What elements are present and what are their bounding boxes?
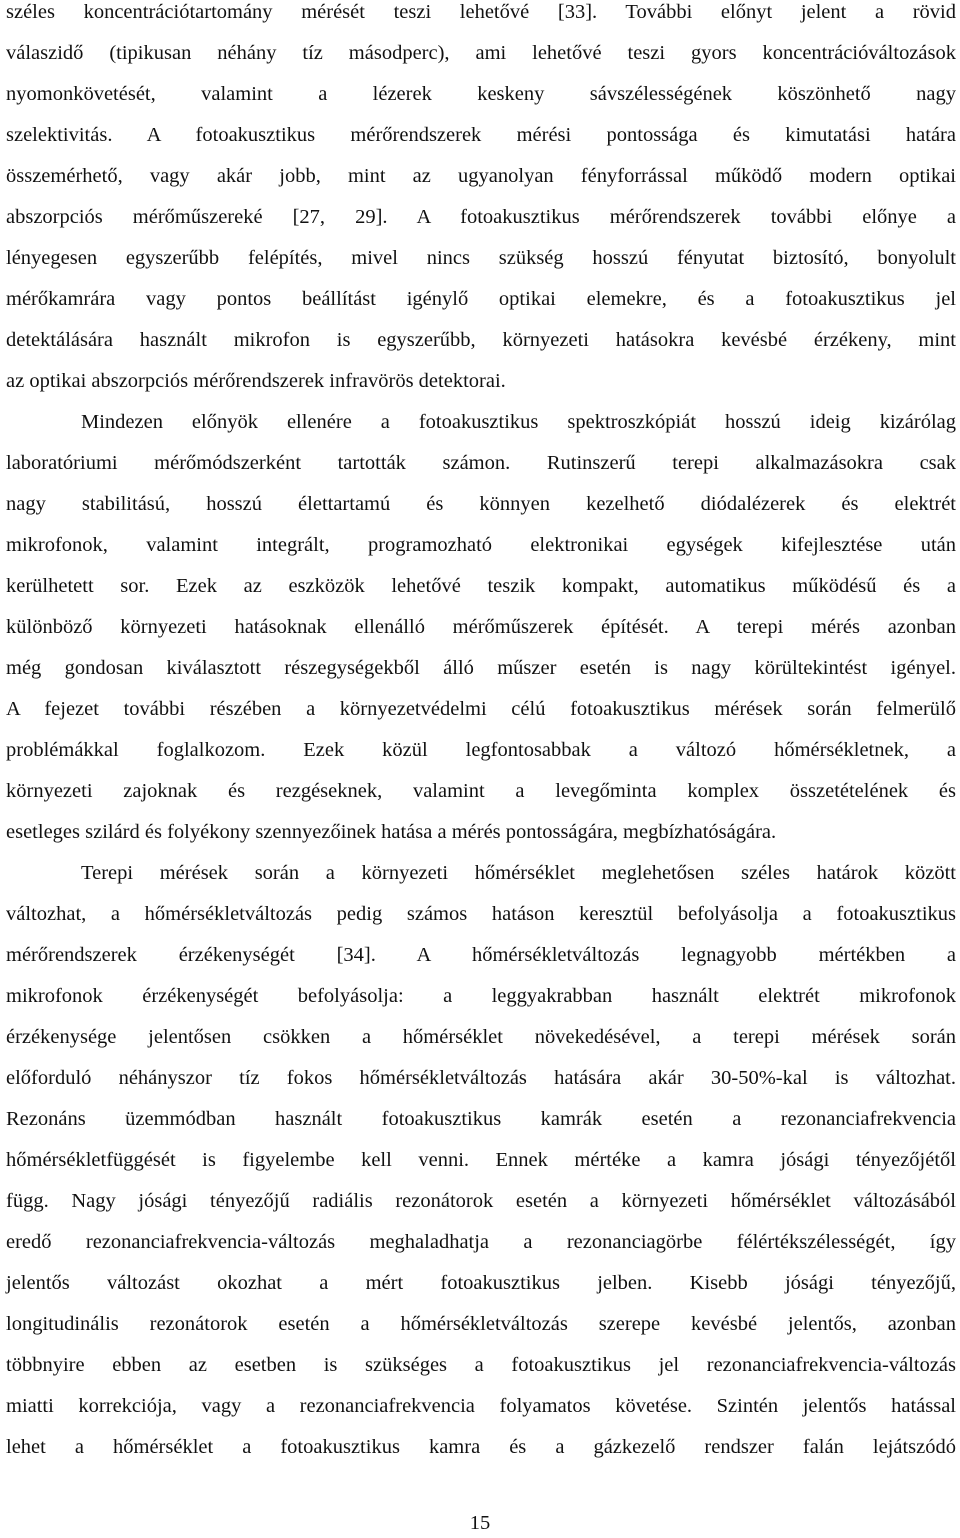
text-line: még gondosan kiválasztott részegységekből álló műszer esetén is nagy körültekintést igényel. [6,657,956,679]
text-line: különböző környezeti hatásoknak ellenálló mérőműszerek építését. A terepi mérés azonban [6,616,956,638]
text-line: az optikai abszorpciós mérőrendszerek infravörös detektorai. [6,370,506,392]
text-line: nyomonkövetését, valamint a lézerek keskeny sávszélességének köszönhető nagy [6,83,956,105]
text-line: laboratóriumi mérőmódszerként tartották számon. Rutinszerű terepi alkalmazásokra csak [6,452,956,474]
text-line: Mindezen előnyök ellenére a fotoakusztikus spektroszkópiát hosszú ideig kizárólag [81,411,956,433]
text-line: változhat, a hőmérsékletváltozás pedig számos hatáson keresztül befolyásolja a fotoakusztikus [6,903,956,925]
page-number: 15 [469,1512,491,1534]
text-line: problémákkal foglalkozom. Ezek közül legfontosabbak a változó hőmérsékletnek, a [6,739,956,761]
text-line: abszorpciós mérőműszereké [27, 29]. A fotoakusztikus mérőrendszerek további előnye a [6,206,956,228]
text-line: detektálására használt mikrofon is egyszerűbb, környezeti hatásokra kevésbé érzékeny, mint [6,329,956,351]
text-line: széles koncentrációtartomány mérését teszi lehetővé [33]. További előnyt jelent a rövid [6,1,956,23]
text-line: többnyire ebben az esetben is szükséges a fotoakusztikus jel rezonanciafrekvencia-változás [6,1354,956,1376]
text-line: mikrofonok érzékenységét befolyásolja: a leggyakrabban használt elektrét mikrofonok [6,985,956,1007]
text-line: jelentős változást okozhat a mért fotoakusztikus jelben. Kisebb jósági tényezőjű, [6,1272,956,1294]
text-line: mérőkamrára vagy pontos beállítást igénylő optikai elemekre, és a fotoakusztikus jel [6,288,956,310]
text-line: érzékenysége jelentősen csökken a hőmérséklet növekedésével, a terepi mérések során [6,1026,956,1048]
text-line: A fejezet további részében a környezetvédelmi célú fotoakusztikus mérések során felmerülő [6,698,956,720]
text-line: longitudinális rezonátorok esetén a hőmérsékletváltozás szerepe kevésbé jelentős, azonban [6,1313,956,1335]
text-line: lehet a hőmérséklet a fotoakusztikus kamra és a gázkezelő rendszer falán lejátszódó [6,1436,956,1458]
text-line: miatti korrekciója, vagy a rezonanciafrekvencia folyamatos követése. Szintén jelentős hatással [6,1395,956,1417]
text-line: Rezonáns üzemmódban használt fotoakusztikus kamrák esetén a rezonanciafrekvencia [6,1108,956,1130]
text-line: függ. Nagy jósági tényezőjű radiális rezonátorok esetén a környezeti hőmérséklet változásából [6,1190,956,1212]
text-line: nagy stabilitású, hosszú élettartamú és könnyen kezelhető diódalézerek és elektrét [6,493,956,515]
text-line: mikrofonok, valamint integrált, programozható elektronikai egységek kifejlesztése után [6,534,956,556]
text-line: hőmérsékletfüggését is figyelembe kell venni. Ennek mértéke a kamra jósági tényezőjétől [6,1149,956,1171]
text-line: kerülhetett sor. Ezek az eszközök lehetővé teszik kompakt, automatikus működésű és a [6,575,956,597]
text-line: összemérhető, vagy akár jobb, mint az ugyanolyan fényforrással működő modern optikai [6,165,956,187]
text-line: környezeti zajoknak és rezgéseknek, valamint a levegőminta komplex összetételének és [6,780,956,802]
text-line: szelektivitás. A fotoakusztikus mérőrendszerek mérési pontossága és kimutatási határa [6,124,956,146]
text-line: válaszidő (tipikusan néhány tíz másodperc), ami lehetővé teszi gyors koncentrációváltozások [6,42,956,64]
text-line: előforduló néhányszor tíz fokos hőmérsékletváltozás hatására akár 30-50%-kal is változhat. [6,1067,956,1089]
text-line: mérőrendszerek érzékenységét [34]. A hőmérsékletváltozás legnagyobb mértékben a [6,944,956,966]
text-line: eredő rezonanciafrekvencia-változás meghaladhatja a rezonanciagörbe félértékszélességét, így [6,1231,956,1253]
text-line: lényegesen egyszerűbb felépítés, mivel nincs szükség hosszú fényutat biztosító, bonyolult [6,247,956,269]
text-line: Terepi mérések során a környezeti hőmérséklet meglehetősen széles határok között [81,862,956,884]
text-line: esetleges szilárd és folyékony szennyezőinek hatása a mérés pontosságára, megbízhatóságára. [6,821,777,843]
